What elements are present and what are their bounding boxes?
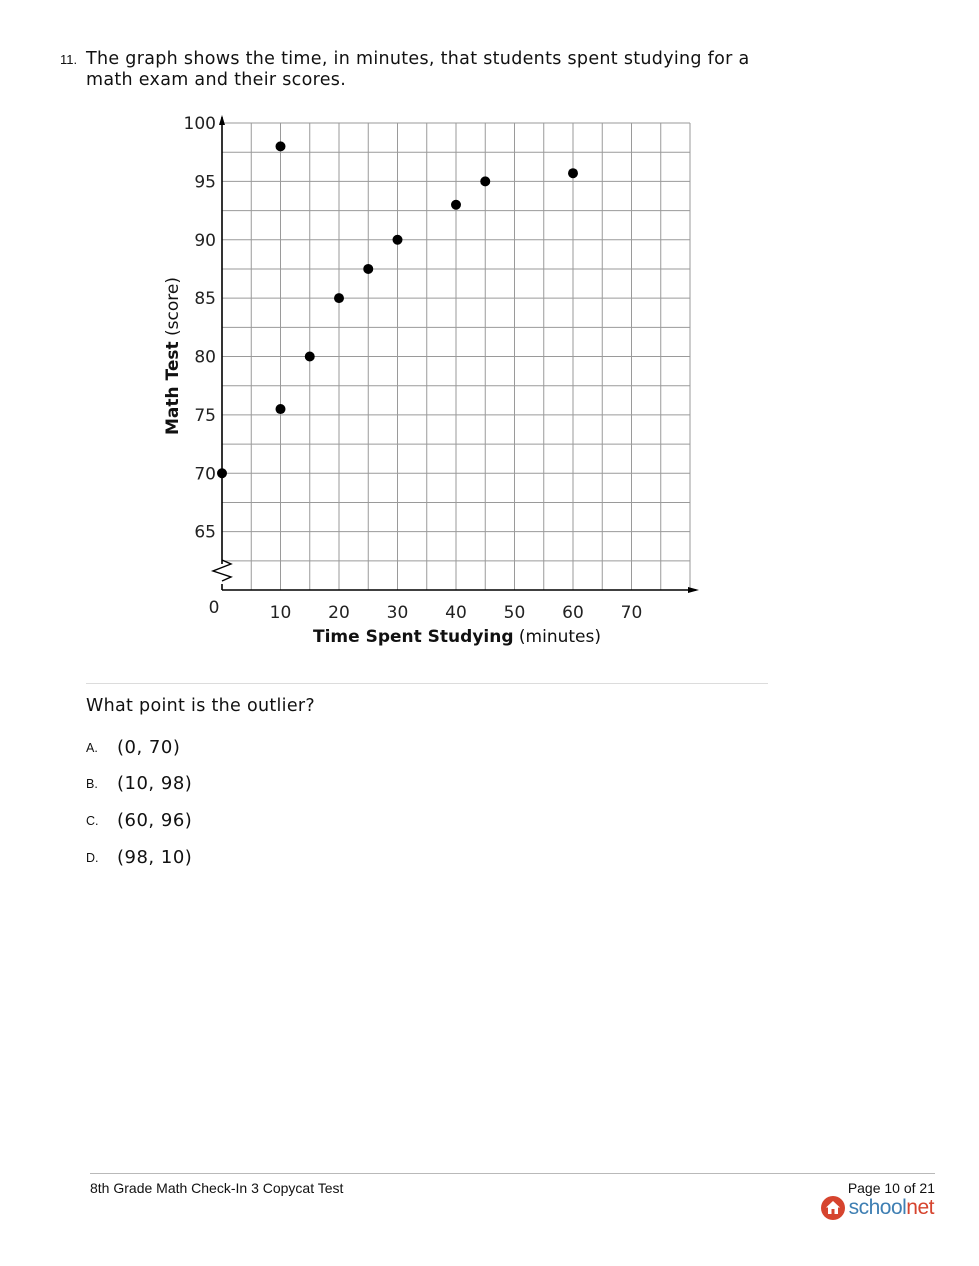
y-tick-label: 70 [194, 464, 216, 485]
schoolnet-house-icon [821, 1196, 845, 1220]
chart-grid [222, 123, 690, 590]
origin-label: 0 [208, 598, 220, 618]
x-axis-label: Time Spent Studying (minutes) [313, 627, 601, 647]
choice-letter: C. [86, 814, 99, 828]
question-text: The graph shows the time, in minutes, that students spent studying for a math exam and their scores. [86, 49, 750, 90]
data-point [276, 141, 286, 151]
choice-letter: A. [86, 741, 98, 755]
x-axis-arrow [688, 587, 699, 593]
logo-text: schoolnet [848, 1196, 934, 1219]
question-prompt: What point is the outlier? [86, 696, 315, 716]
y-axis-arrow [219, 115, 225, 125]
scatter-chart [150, 108, 710, 668]
question-number: 11. [60, 52, 78, 67]
choice-text: (98, 10) [117, 847, 193, 868]
y-axis-label: Math Test (score) [163, 276, 183, 436]
choice-text: (0, 70) [117, 737, 181, 758]
schoolnet-logo [821, 1194, 934, 1222]
data-point [480, 176, 490, 186]
data-point [305, 352, 315, 362]
y-tick-label: 80 [194, 347, 216, 368]
data-point [217, 468, 227, 478]
choice-letter: D. [86, 851, 99, 865]
data-point [568, 168, 578, 178]
x-tick-label: 20 [328, 603, 350, 623]
choice-letter: B. [86, 777, 98, 791]
choice-text: (60, 96) [117, 810, 193, 831]
x-tick-label: 60 [562, 603, 584, 623]
x-tick-label: 40 [445, 603, 467, 623]
data-point [393, 235, 403, 245]
footer-page-number: Page 10 of 21 [847, 1180, 935, 1196]
footer-test-title: 8th Grade Math Check-In 3 Copycat Test [90, 1180, 344, 1196]
y-tick-label: 90 [194, 230, 216, 251]
section-divider [86, 683, 768, 684]
y-tick-label: 85 [194, 289, 216, 310]
y-tick-label: 95 [194, 172, 216, 193]
y-tick-label: 65 [194, 522, 216, 543]
x-tick-label: 70 [620, 603, 643, 623]
x-tick-label: 10 [269, 603, 292, 623]
data-point [363, 264, 373, 274]
footer-divider [90, 1173, 935, 1174]
y-tick-label: 100 [183, 114, 216, 134]
y-tick-label: 75 [194, 405, 216, 426]
data-point [451, 200, 461, 210]
data-point [276, 404, 286, 414]
chart-tick-labels [184, 114, 643, 623]
x-tick-label: 50 [503, 603, 526, 623]
choice-text: (10, 98) [117, 773, 193, 794]
data-point [334, 293, 344, 303]
x-tick-label: 30 [386, 603, 409, 623]
